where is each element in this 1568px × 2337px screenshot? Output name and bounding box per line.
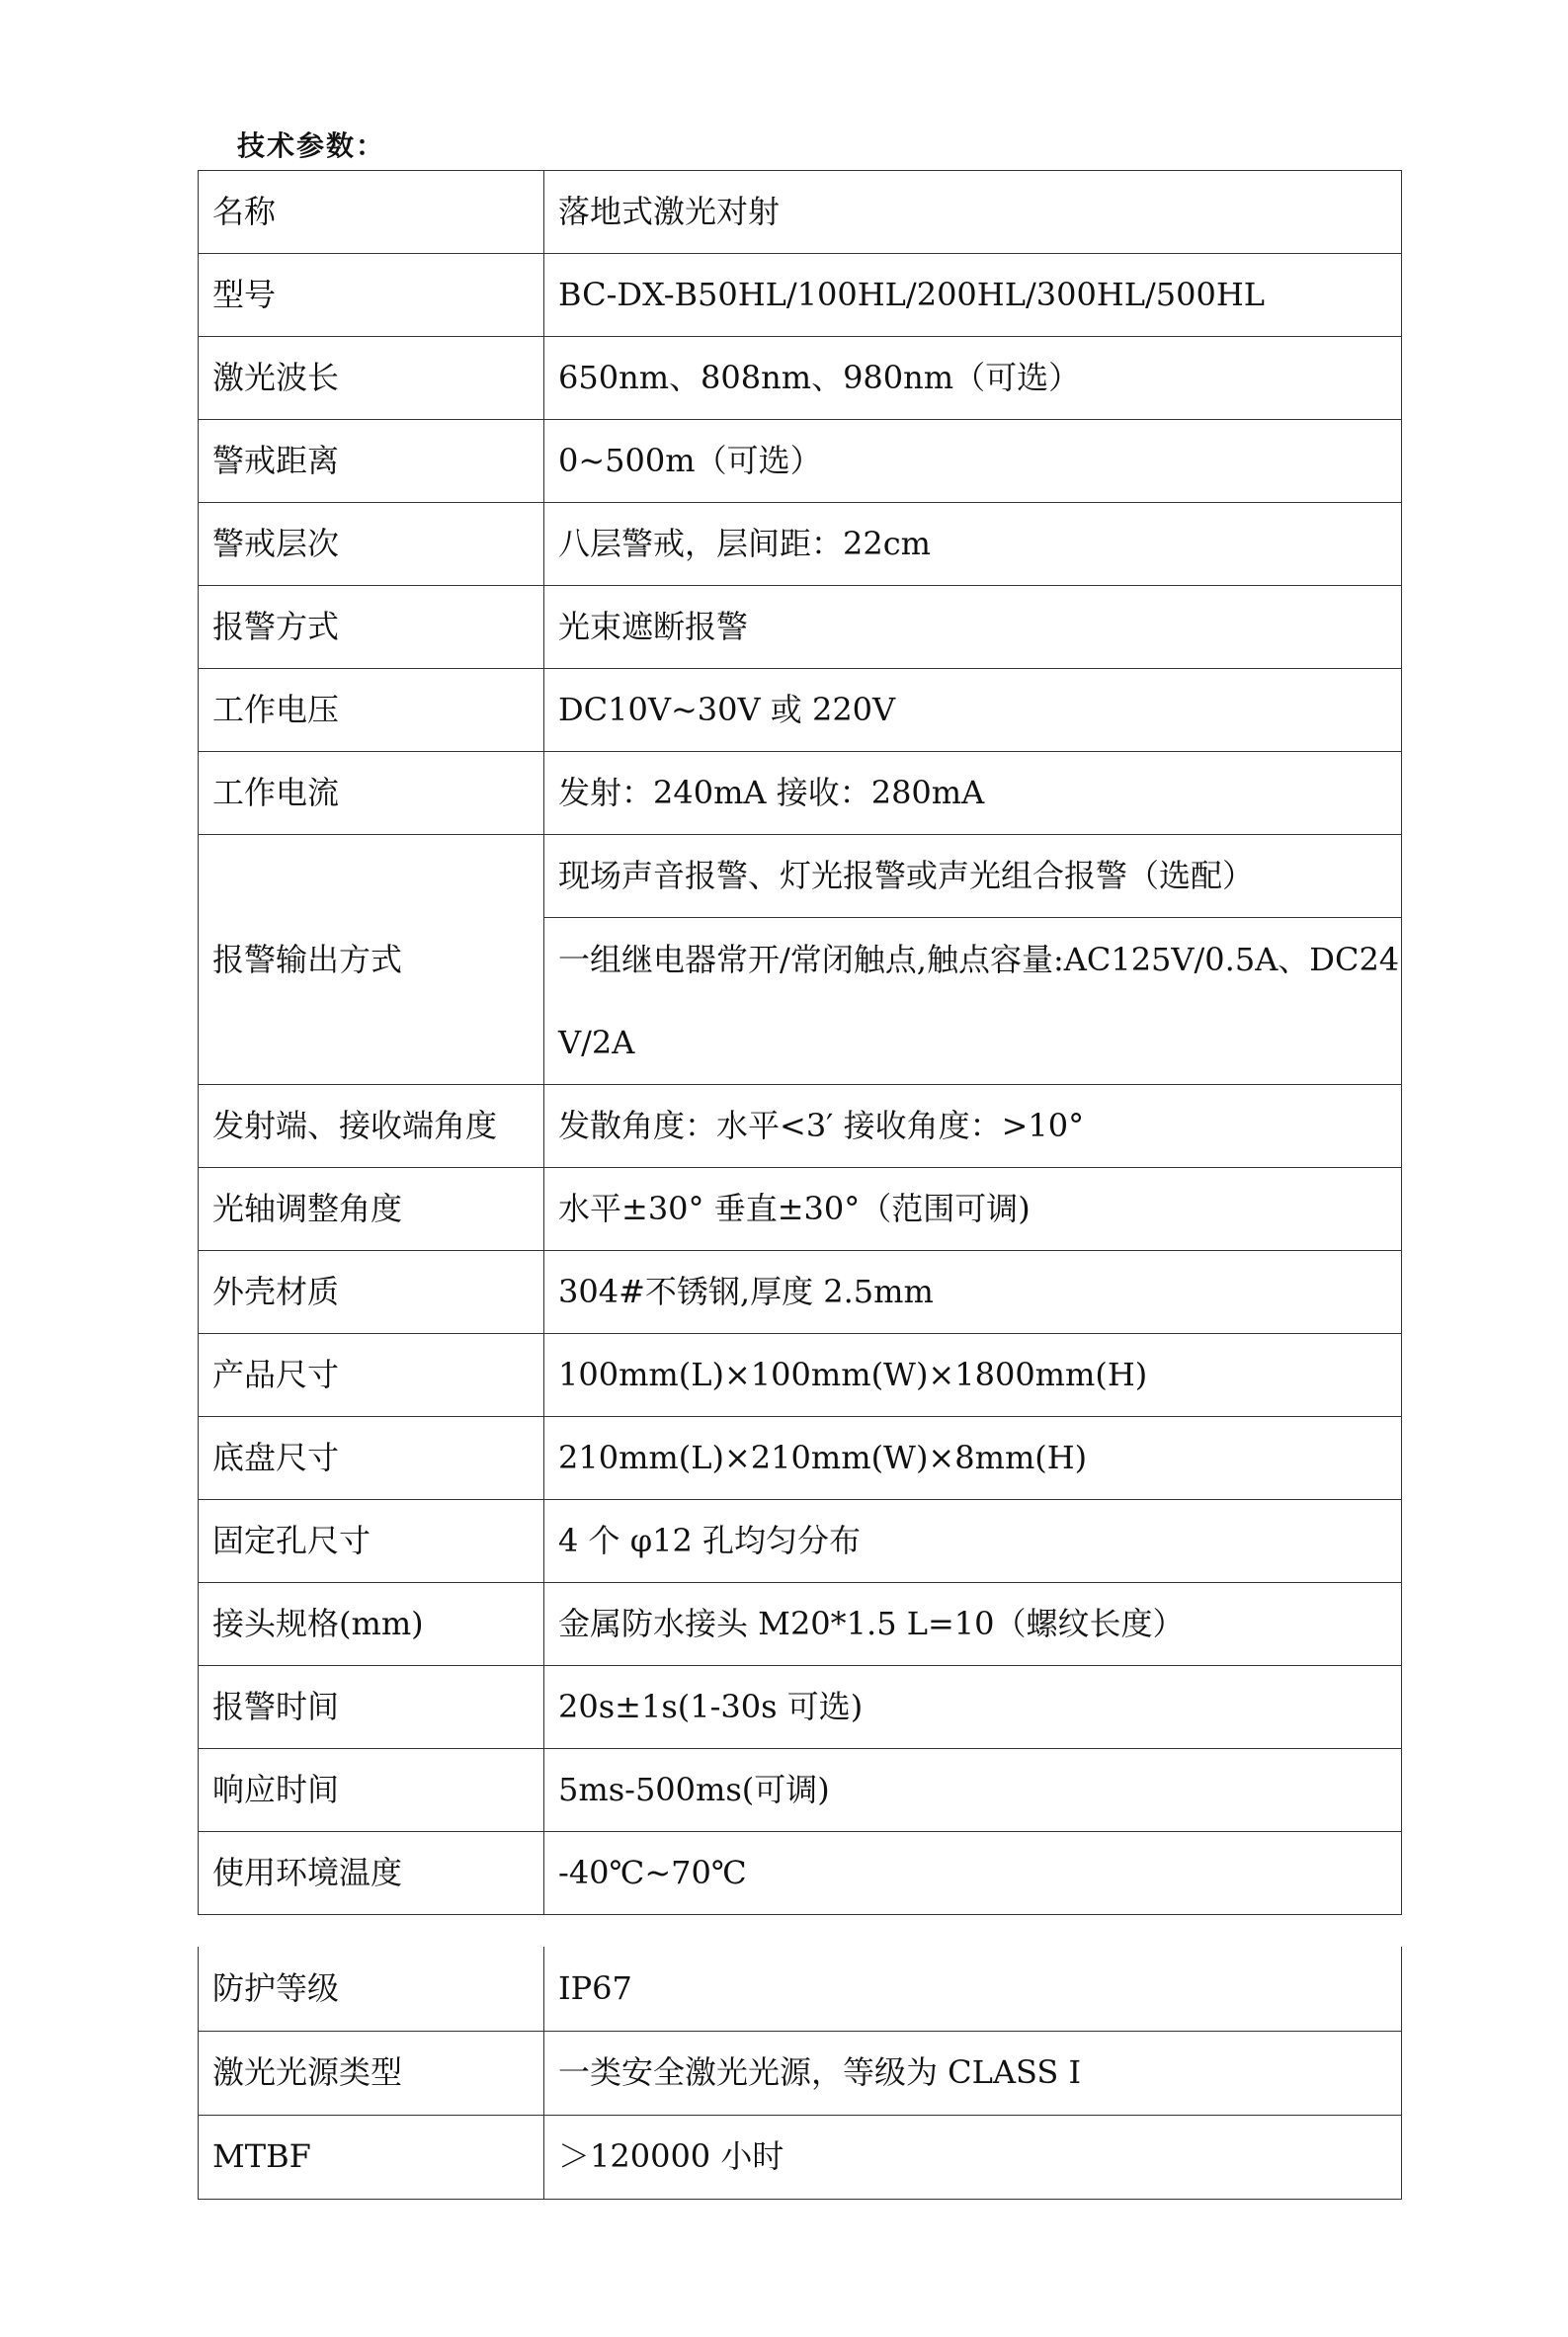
table-row [199, 752, 1402, 835]
table-row [199, 1583, 1402, 1666]
table-row [199, 503, 1402, 586]
param-label: 报警方式 [199, 586, 544, 669]
param-label: 激光光源类型 [199, 2031, 544, 2115]
param-value: 0~500m（可选） [544, 420, 1402, 503]
table-row [199, 2031, 1402, 2115]
table-row [199, 1168, 1402, 1251]
param-value: 100mm(L)×100mm(W)×1800mm(H) [544, 1334, 1402, 1417]
table-row [199, 1334, 1402, 1417]
table-row [199, 835, 1402, 918]
param-label: 响应时间 [199, 1749, 544, 1832]
param-label: 报警时间 [199, 1666, 544, 1749]
table-row [199, 1085, 1402, 1168]
param-value: 光束遮断报警 [544, 586, 1402, 669]
param-label: 工作电压 [199, 669, 544, 752]
spec-table-continued [198, 1947, 1402, 2200]
param-label: 名称 [199, 171, 544, 254]
table-row [199, 171, 1402, 254]
table-row [199, 2115, 1402, 2199]
param-label: MTBF [199, 2115, 544, 2199]
param-label: 底盘尺寸 [199, 1417, 544, 1500]
param-value: 水平±30° 垂直±30°（范围可调) [544, 1168, 1402, 1251]
param-value: 金属防水接头 M20*1.5 L=10（螺纹长度） [544, 1583, 1402, 1666]
param-label: 外壳材质 [199, 1251, 544, 1334]
param-value: 5ms-500ms(可调) [544, 1749, 1402, 1832]
param-value: DC10V~30V 或 220V [544, 669, 1402, 752]
table-row [199, 1251, 1402, 1334]
param-label: 使用环境温度 [199, 1832, 544, 1915]
param-value-secondary: 一组继电器常开/常闭触点,触点容量:AC125V/0.5A、DC24V/2A [544, 918, 1402, 1085]
param-value: -40℃~70℃ [544, 1832, 1402, 1915]
param-value: BC-DX-B50HL/100HL/200HL/300HL/500HL [544, 254, 1402, 337]
param-value: 八层警戒，层间距：22cm [544, 503, 1402, 586]
param-value: IP67 [544, 1947, 1402, 2031]
param-label: 产品尺寸 [199, 1334, 544, 1417]
param-value: 落地式激光对射 [544, 171, 1402, 254]
param-value: 210mm(L)×210mm(W)×8mm(H) [544, 1417, 1402, 1500]
param-value: 304#不锈钢,厚度 2.5mm [544, 1251, 1402, 1334]
table-row [199, 669, 1402, 752]
param-label: 接头规格(mm) [199, 1583, 544, 1666]
param-label: 工作电流 [199, 752, 544, 835]
param-value: 20s±1s(1-30s 可选) [544, 1666, 1402, 1749]
table-row [199, 1947, 1402, 2031]
page-heading: 技术参数： [237, 129, 386, 162]
table-row [199, 1666, 1402, 1749]
table-row [199, 586, 1402, 669]
spec-table [198, 170, 1402, 1915]
param-value: ＞120000 小时 [544, 2115, 1402, 2199]
table-row [199, 1417, 1402, 1500]
table-row [199, 1749, 1402, 1832]
param-value: 现场声音报警、灯光报警或声光组合报警（选配） [544, 835, 1402, 918]
table-row [199, 337, 1402, 420]
param-label: 激光波长 [199, 337, 544, 420]
table-row [199, 1832, 1402, 1915]
param-label: 防护等级 [199, 1947, 544, 2031]
param-label: 报警输出方式 [199, 835, 544, 1085]
param-label: 型号 [199, 254, 544, 337]
param-label: 警戒层次 [199, 503, 544, 586]
param-label: 警戒距离 [199, 420, 544, 503]
param-value: 650nm、808nm、980nm（可选） [544, 337, 1402, 420]
table-row [199, 254, 1402, 337]
table-row [199, 420, 1402, 503]
param-label: 发射端、接收端角度 [199, 1085, 544, 1168]
param-label: 固定孔尺寸 [199, 1500, 544, 1583]
table-row [199, 1500, 1402, 1583]
param-value: 4 个 φ12 孔均匀分布 [544, 1500, 1402, 1583]
param-value: 一类安全激光光源，等级为 CLASS Ⅰ [544, 2031, 1402, 2115]
param-value: 发射：240mA 接收：280mA [544, 752, 1402, 835]
param-value: 发散角度：水平<3′ 接收角度：>10° [544, 1085, 1402, 1168]
param-label: 光轴调整角度 [199, 1168, 544, 1251]
